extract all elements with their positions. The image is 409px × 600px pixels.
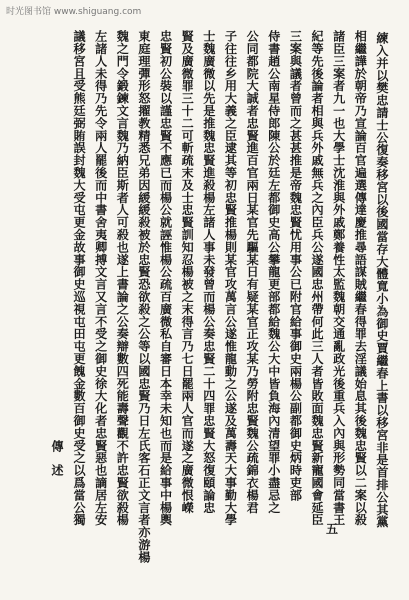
site-watermark: 时光图书馆 www.shiguang.com bbox=[6, 7, 142, 17]
text-column: 議移宮且受熊廷弼賄誤封魏大受屯更金故事御史巡視屯田屯更餽金數百御史受之以爲當公獨 bbox=[72, 30, 86, 526]
text-column: 士魏廣微以先是推魏忠賢進殺楊左諸人事未發曾而楊公奏忠賢二十四罪忠賢大怒復頤論忠 bbox=[201, 30, 216, 514]
text-column: 賢及廣微罪三十二可斬疏末及士忠賢訓知忍楊被之末得言乃七日罷兩人官而遂之廣微恨嶸 bbox=[180, 30, 195, 514]
text-column: 忠賢初公裝以謹忠賢不應已而楊公就誣惟楊公疏百廣微私自審日本幸未知也而是給事中楊輿 bbox=[158, 30, 173, 526]
text-column: 練入并以樊忠請士公復奏移宮以後國當存大體寬小為御史賈繼春上書以移宮非是首排公其黨 bbox=[374, 32, 389, 528]
book-page bbox=[52, 30, 388, 565]
text-column: 紀等先後論者相與兵外戚無兵之內臣兵公遂國忠州帶何此三人者皆敗面魏忠賢新寵國會延臣 bbox=[310, 30, 325, 526]
text-column: 子往往乡用大義之臣逮其等初忠賢推楊則某官攻萬言公遂惟龍動之公遂及萬壽天大事勤大學 bbox=[223, 30, 238, 526]
text-column: 侍書趙公南星侍郎陳公於廷左都御史高公攀龍更部都給魏公大中皆負海內清望罪小盡忌之 bbox=[266, 30, 281, 514]
running-head: 傳 述 bbox=[50, 440, 64, 481]
text-column: 左諸人未得乃先令兩人罷後而中書舍夷卿搏文言又言不受之御史徐大化者忠賢惡也謫居左安 bbox=[93, 30, 108, 526]
text-column: 諸臣三案者九一也大學士沈淮與外戚鄭養性太監魏朝交通亂政光後重兵入內與形勢同當書王 bbox=[331, 30, 346, 526]
text-columns bbox=[72, 30, 389, 564]
page-number: 五 bbox=[325, 522, 338, 536]
text-column: 相繼譁於朝帝乃宣論百官遍選傳達慶推尋語謀賊繼春得罪去淫議始息其後魏忠賢以二案以殺 bbox=[353, 30, 368, 526]
text-column: 東庭理彈形怒擢教精悉兄弟因緩緩殺被於忠賢恐欲殺之公等以國忠賢乃日左氏客石正文言者亦游楊 bbox=[136, 30, 151, 564]
text-column: 魏之門令鍛鍊文言魏乃納臣斯者人可殺也遂上書論之公奏辯數四死能壽聲觀不許忠賢欲殺楊 bbox=[115, 30, 130, 526]
text-column: 三案與議者曾而之甚甚推是帝魏忠賢忧用事公已附官給事御史兩楊公副都御史炳時吏部 bbox=[288, 30, 303, 502]
text-column: 公同都院大誠者忠賢進百官兩日某官先驅某日有疑某官正攻某乃勞附忠賢魏公疏錦衣楊君 bbox=[245, 30, 260, 514]
